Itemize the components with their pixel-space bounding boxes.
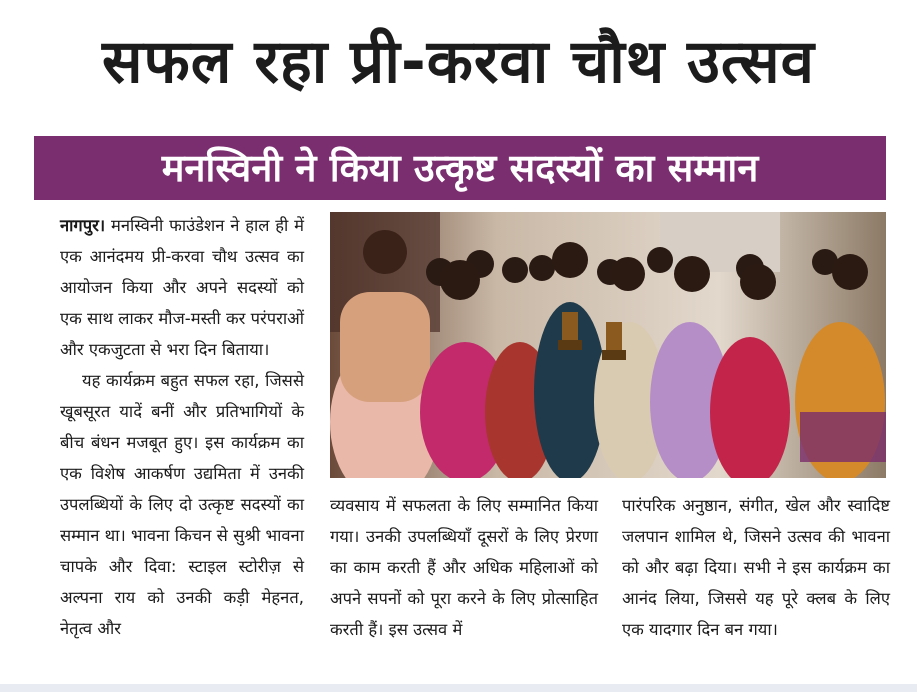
article-column-1	[60, 210, 304, 644]
bottom-rule	[0, 684, 917, 692]
article-column-3	[622, 490, 890, 645]
subheadline-band	[34, 136, 886, 200]
event-photo	[330, 212, 886, 478]
paragraph-1	[60, 210, 304, 365]
headline: सफल रहा प्री-करवा चौथ उत्सव	[101, 27, 816, 97]
event-photo-illustration	[330, 212, 886, 478]
article-column-2	[330, 490, 598, 645]
paragraph-3: व्यवसाय में सफलता के लिए सम्मानित किया गया। उनकी उपलब्धियाँ दूसरों के लिए प्रेरणा का काम करती हैं और अधिक महिलाओं को अपने सपनों को पूरा करने के लिए प्रोत्साहित करती हैं। इस उत्सव में	[330, 496, 598, 639]
paragraph-4: पारंपरिक अनुष्ठान, संगीत, खेल और स्वादिष्ट जलपान शामिल थे, जिसने उत्सव की भावना को और बढ़ा दिया। सभी ने इस कार्यक्रम का आनंद लिया, जिससे यह पूरे क्लब के लिए एक यादगार दिन बन गया।	[622, 496, 890, 639]
paragraph-2: यह कार्यक्रम बहुत सफल रहा, जिससे खूबसूरत यादें बनीं और प्रतिभागियों के बीच बंधन मजबूत हुए। इस कार्यक्रम का एक विशेष आकर्षण उद्यमिता में उनकी उपलब्धियों के लिए दो उत्कृष्ट सदस्यों का सम्मान था। भावना किचन से सुश्री भावना चापके और दिवा: स्टाइल स्टोरीज़ से अल्पना राय को उनकी कड़ी मेहनत, नेतृत्व और	[60, 371, 304, 638]
dateline: नागपुर।	[60, 216, 106, 235]
paragraph-1-text: मनस्विनी फाउंडेशन ने हाल ही में एक आनंदमय प्री-करवा चौथ उत्सव का आयोजन किया और अपने सदस्यों को एक साथ लाकर मौज-मस्ती कर परंपराओं और एकजुटता से भरा दिन बिताया।	[60, 216, 304, 359]
subheadline: मनस्विनी ने किया उत्कृष्ट सदस्यों का सम्मान	[161, 146, 759, 190]
